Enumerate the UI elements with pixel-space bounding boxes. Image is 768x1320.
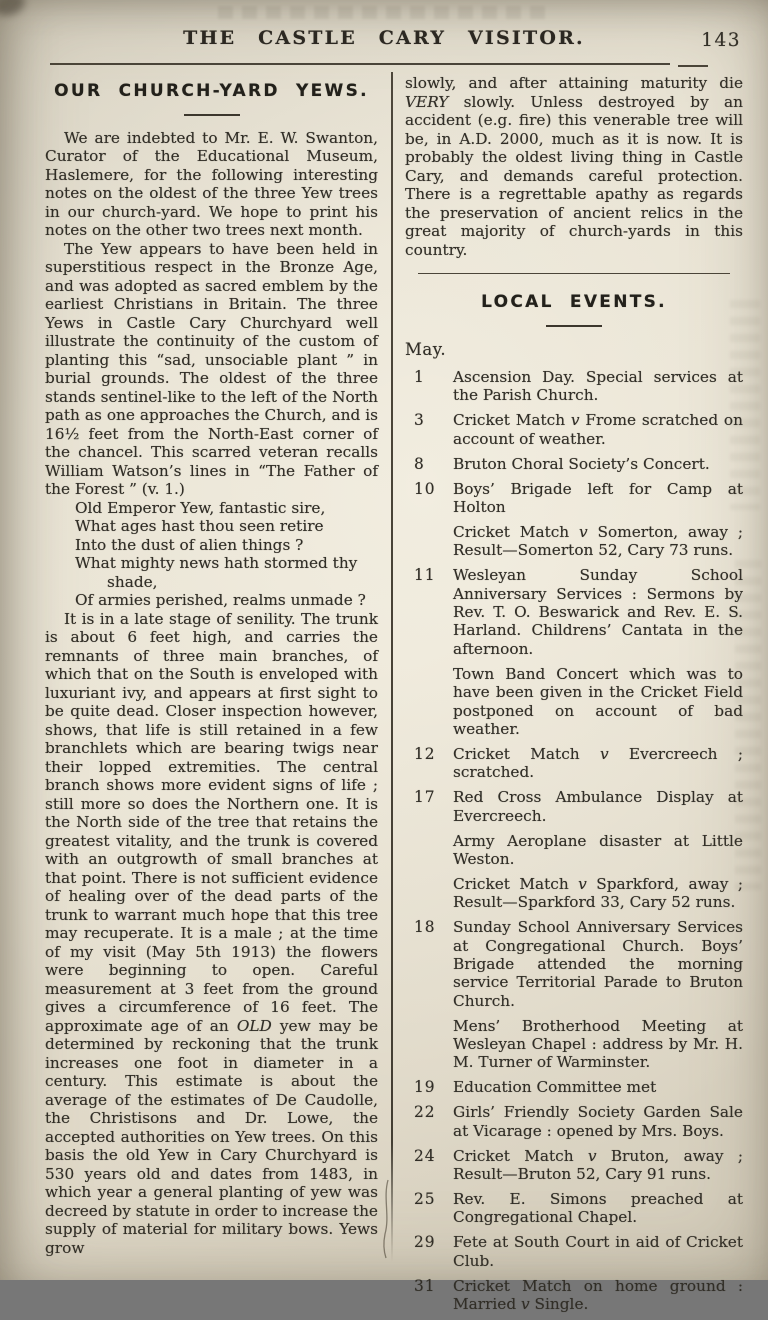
event-text: Sunday School Anniversary Services at Congregational Church. Boys’ Brigade attended the morning service Territorial Parade to Bruton Church. <box>453 918 743 1010</box>
event-text: Cricket Match v Frome scratched on account of weather. <box>453 411 743 448</box>
article-paragraph: It is in a late stage of senility. The trunk is about 6 feet high, and carries the remnants of three main branches, of which that on the South is enveloped with luxuriant ivy, and appears at first sight to be quite dead. Closer inspection however, shows, that life is still retained in a few branchlets which are bearing twigs near their lopped extremities. The central branch shows more evident signs of life ; still more so does the Northern one. It is the North side of the tree that retains the greatest vitality, and the trunk is covered with an outgrowth of small branches at that point. There is not sufficient evidence of healing over of the dead parts of the trunk to warrant much hope that this tree may recuperate. It is a male ; at the time of my visit (May 5th 1913) the flowers were beginning to open. Careful measurement at 3 feet from the ground gives a circumference of 16 feet. The approximate age of an OLD yew may be determined by reckoning that the trunk increases one foot in diameter in a century. This estimate is about the average of the estimates of De Caudolle, the Christisons and Dr. Lowe, the accepted authorities on Yew trees. On this basis the old Yew in Cary Churchyard is 530 years old and dates from 1483, in which year a general planting of yew was decreed by statute in order to increase the supply of material for military bows. Yews grow <box>45 609 378 1257</box>
event-item <box>405 411 743 454</box>
event-day: 8 <box>414 454 425 473</box>
event-item <box>405 1147 743 1190</box>
event-text: Wesleyan Sunday School Anniversary Services : Sermons by Rev. T. O. Beswarick and Rev. E. S. Harland. Childrens’ Cantata in the afternoon. <box>453 566 743 658</box>
event-text: Cricket Match v Bruton, away ; Result—Bruton 52, Cary 91 runs. <box>453 1146 743 1184</box>
journal-title: THE CASTLE CARY VISITOR. <box>183 27 585 49</box>
event-text: Fete at South Court in aid of Cricket Club. <box>453 1233 743 1270</box>
right-column <box>405 74 743 1320</box>
article-heading: OUR CHURCH-YARD YEWS. <box>54 81 369 101</box>
event-text: Army Aeroplane disaster at Little Weston. <box>453 831 743 868</box>
event-item <box>405 788 743 918</box>
section-rule <box>418 273 730 274</box>
event-day: 11 <box>414 566 436 585</box>
article-paragraph: We are indebted to Mr. E. W. Swanton, Curator of the Educational Museum, Haslemere, for the following interesting notes on the oldest of the three Yew trees in our church-yard. We hope to print his notes on the other two trees next month. <box>45 128 378 240</box>
poem-line: What mighty news hath stormed thy shade, <box>75 554 358 591</box>
page-number: 143 <box>701 30 741 51</box>
article-paragraph-continued: slowly, and after attaining maturity die VERY slowly. Unless destroyed by an accident (e.g. fire) this venerable tree will be, in A.D. 2000, much as it is now. It is probably the oldest living thing in Castle Cary, and demands careful protection. There is a regrettable apathy as regards the preservation of ancient relics in the great majority of church-yards in this country. <box>405 74 743 259</box>
poem-line: Old Emperor Yew, fantastic sire, <box>75 498 326 517</box>
event-text: Boys’ Brigade left for Camp at Holton <box>453 479 743 517</box>
event-text: Cricket Match v Evercreech ; scratched. <box>453 744 743 782</box>
poem-line: Of armies perished, realms unmade ? <box>75 591 366 610</box>
event-item <box>405 480 743 567</box>
event-day: 12 <box>414 744 436 763</box>
event-text: Mens’ Brotherhood Meeting at Wesleyan Chapel : address by Mr. H. M. Turner of Warminster. <box>453 1016 743 1072</box>
event-item <box>405 368 743 411</box>
event-text: Red Cross Ambulance Display at Evercreech. <box>453 788 743 825</box>
scan-corner-mark <box>0 0 27 19</box>
event-item <box>405 455 743 480</box>
event-item <box>405 1277 743 1320</box>
event-text: Cricket Match on home ground : Married v Single. <box>453 1276 743 1313</box>
header-rule-dash <box>678 65 708 67</box>
event-text: Cricket Match v Sparkford, away ; Result—Sparkford 33, Cary 52 runs. <box>453 874 743 912</box>
month-label: May. <box>405 340 447 360</box>
left-column <box>45 74 378 1257</box>
pen-stroke-mark <box>378 1178 394 1260</box>
poem-quote <box>45 499 378 610</box>
local-events-heading: LOCAL EVENTS. <box>481 292 667 313</box>
event-text: Girls’ Friendly Society Garden Sale at Vicarage : opened by Mrs. Boys. <box>453 1103 743 1140</box>
event-day: 25 <box>414 1189 436 1208</box>
event-day: 17 <box>414 788 436 807</box>
event-day: 29 <box>414 1233 436 1252</box>
heading-rule <box>184 114 240 116</box>
event-text: Bruton Choral Society’s Concert. <box>453 454 710 473</box>
event-day: 24 <box>414 1146 436 1165</box>
bleed-through-smudge <box>215 6 545 19</box>
event-text: Rev. E. Simons preached at Congregational Chapel. <box>453 1189 743 1227</box>
article-paragraph: The Yew appears to have been held in superstitious respect in the Bronze Age, and was adopted as sacred emblem by the earliest Christians in Britain. The three Yews in Castle Cary Churchyard well illustrate the continuity of the custom of planting this “sad, unsociable plant ” in burial grounds. The oldest of the three stands sentinel-like to the left of the North path as one approaches the Church, and is 16½ feet from the North-East corner of the chancel. This scarred veteran recalls William Watson’s lines in “The Father of the Forest ” (v. 1.) <box>45 239 378 499</box>
event-item <box>405 745 743 788</box>
event-item <box>405 1233 743 1276</box>
header-rule <box>50 63 670 65</box>
column-divider <box>391 72 393 1262</box>
event-item <box>405 1190 743 1233</box>
event-day: 19 <box>414 1078 436 1097</box>
event-text: Education Committee met <box>453 1078 657 1097</box>
event-text: Ascension Day. Special services at the Parish Church. <box>453 368 743 405</box>
event-day: 10 <box>414 479 436 498</box>
event-item <box>405 1078 743 1103</box>
event-day: 31 <box>414 1276 436 1295</box>
event-day: 18 <box>414 918 436 937</box>
event-item <box>405 566 743 745</box>
event-item <box>405 918 743 1078</box>
heading-rule <box>546 325 602 327</box>
poem-line: What ages hast thou seen retire <box>75 517 324 536</box>
event-day: 1 <box>414 368 425 387</box>
event-day: 22 <box>414 1103 436 1122</box>
poem-line: Into the dust of alien things ? <box>75 535 304 554</box>
event-day: 3 <box>414 411 425 430</box>
event-item <box>405 1103 743 1146</box>
event-text: Cricket Match v Somerton, away ; Result—Somerton 52, Cary 73 runs. <box>453 522 743 560</box>
event-text: Town Band Concert which was to have been given in the Cricket Field postponed on account of bad weather. <box>453 664 743 738</box>
